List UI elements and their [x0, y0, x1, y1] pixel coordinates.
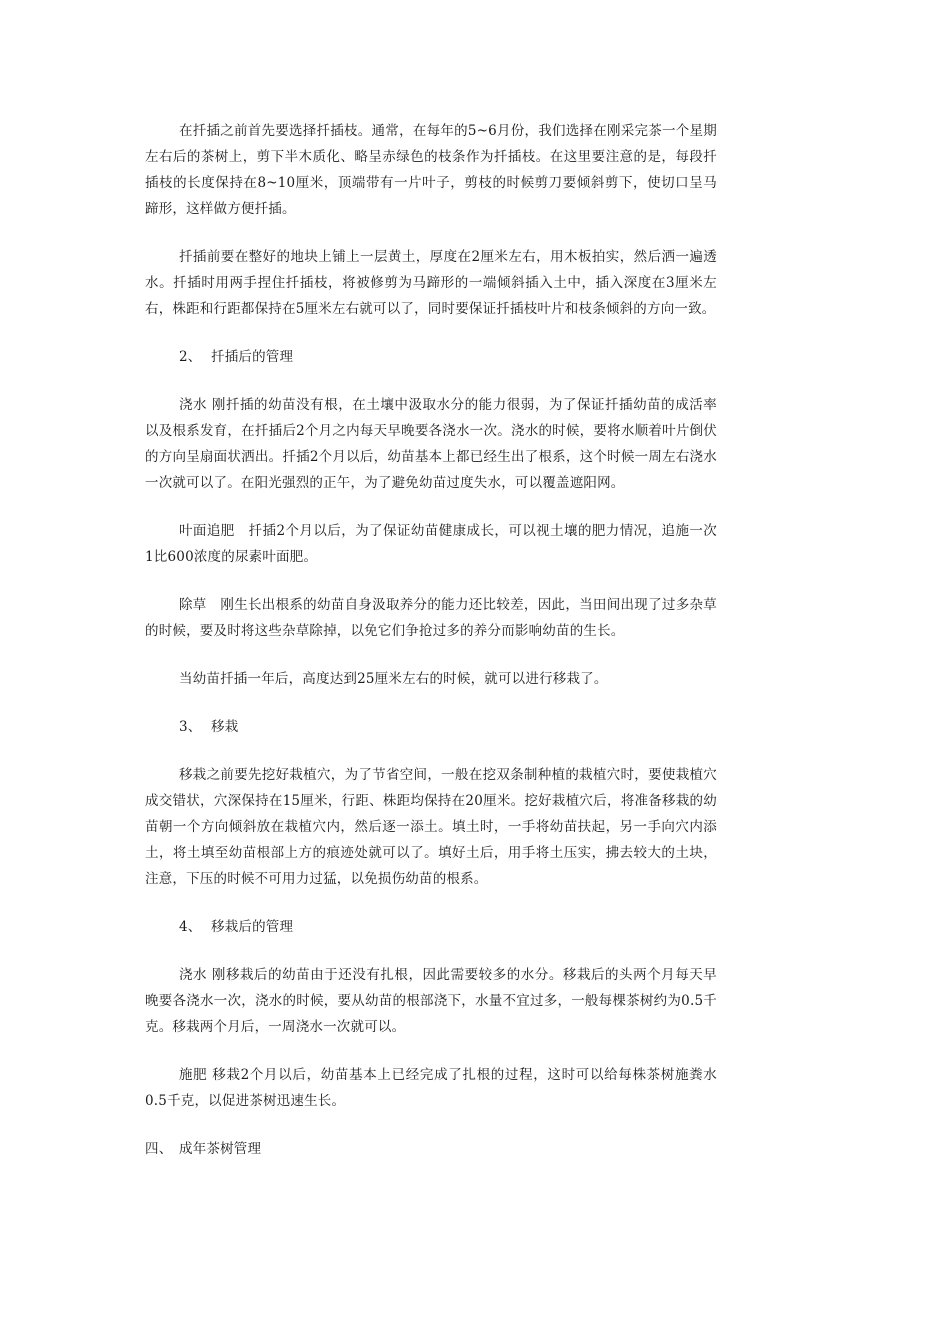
- section-title: 移栽: [211, 719, 239, 735]
- section-title: 移栽后的管理: [211, 919, 294, 935]
- section-number: 四、: [145, 1141, 173, 1157]
- section-title: 扦插后的管理: [211, 349, 294, 365]
- section-title: 成年茶树管理: [179, 1141, 262, 1157]
- section-heading-4: [145, 914, 717, 940]
- section-number: 3、: [179, 719, 202, 735]
- section-number: 4、: [179, 919, 202, 935]
- section-heading-2: [145, 344, 717, 370]
- document-body: [145, 118, 717, 1184]
- section-heading-iv: [145, 1136, 717, 1162]
- paragraph-foliar-fertilizer: 叶面追肥 扦插2个月以后，为了保证幼苗健康成长，可以视土壤的肥力情况，追施一次1比600浓度的尿素叶面肥。: [145, 523, 717, 565]
- paragraph-weeding: 除草 刚生长出根系的幼苗自身汲取养分的能力还比较差，因此，当田间出现了过多杂草的时候，要及时将这些杂草除掉，以免它们争抢过多的养分而影响幼苗的生长。: [145, 597, 717, 639]
- paragraph-select-cuttings: 在扦插之前首先要选择扦插枝。通常，在每年的5~6月份，我们选择在刚采完茶一个星期左右后的茶树上，剪下半木质化、略呈赤绿色的枝条作为扦插枝。在这里要注意的是，每段扦插枝的长度保持在8~10厘米，顶端带有一片叶子，剪枝的时候剪刀要倾斜剪下，使切口呈马蹄形，这样做方便扦插。: [145, 123, 717, 217]
- paragraph-cutting-method: 扦插前要在整好的地块上铺上一层黄土，厚度在2厘米左右，用木板拍实，然后洒一遍透水。扦插时用两手捏住扦插枝，将被修剪为马蹄形的一端倾斜插入土中，插入深度在3厘米左右，株距和行距都保持在5厘米左右就可以了，同时要保证扦插枝叶片和枝条倾斜的方向一致。: [145, 249, 717, 317]
- paragraph-watering-cuttings: 浇水 刚扦插的幼苗没有根，在土壤中汲取水分的能力很弱，为了保证扦插幼苗的成活率以及根系发育，在扦插后2个月之内每天早晚要各浇水一次。浇水的时候，要将水顺着叶片倒伏的方向呈扇面状洒出。扦插2个月以后，幼苗基本上都已经生出了根系，这个时候一周左右浇水一次就可以了。在阳光强烈的正午，为了避免幼苗过度失水，可以覆盖遮阳网。: [145, 397, 717, 491]
- section-number: 2、: [179, 349, 202, 365]
- paragraph-transplant-method: 移栽之前要先挖好栽植穴，为了节省空间，一般在挖双条制种植的栽植穴时，要使栽植穴成交错状，穴深保持在15厘米，行距、株距均保持在20厘米。挖好栽植穴后，将准备移栽的幼苗朝一个方向倾斜放在栽植穴内，然后逐一添土。填土时，一手将幼苗扶起，另一手向穴内添土，将土填至幼苗根部上方的痕迹处就可以了。填好土后，用手将土压实，拂去较大的土块，注意，下压的时候不可用力过猛，以免损伤幼苗的根系。: [145, 767, 717, 887]
- paragraph-fertilizing: 施肥 移栽2个月以后，幼苗基本上已经完成了扎根的过程，这时可以给每株茶树施粪水0.5千克，以促进茶树迅速生长。: [145, 1067, 717, 1109]
- paragraph-watering-transplant: 浇水 刚移栽后的幼苗由于还没有扎根，因此需要较多的水分。移栽后的头两个月每天早晚要各浇水一次，浇水的时候，要从幼苗的根部浇下，水量不宜过多，一般每棵茶树约为0.5千克。移栽两个月后，一周浇水一次就可以。: [145, 967, 717, 1035]
- section-heading-3: [145, 714, 717, 740]
- paragraph-ready-transplant: 当幼苗扦插一年后，高度达到25厘米左右的时候，就可以进行移栽了。: [179, 671, 608, 687]
